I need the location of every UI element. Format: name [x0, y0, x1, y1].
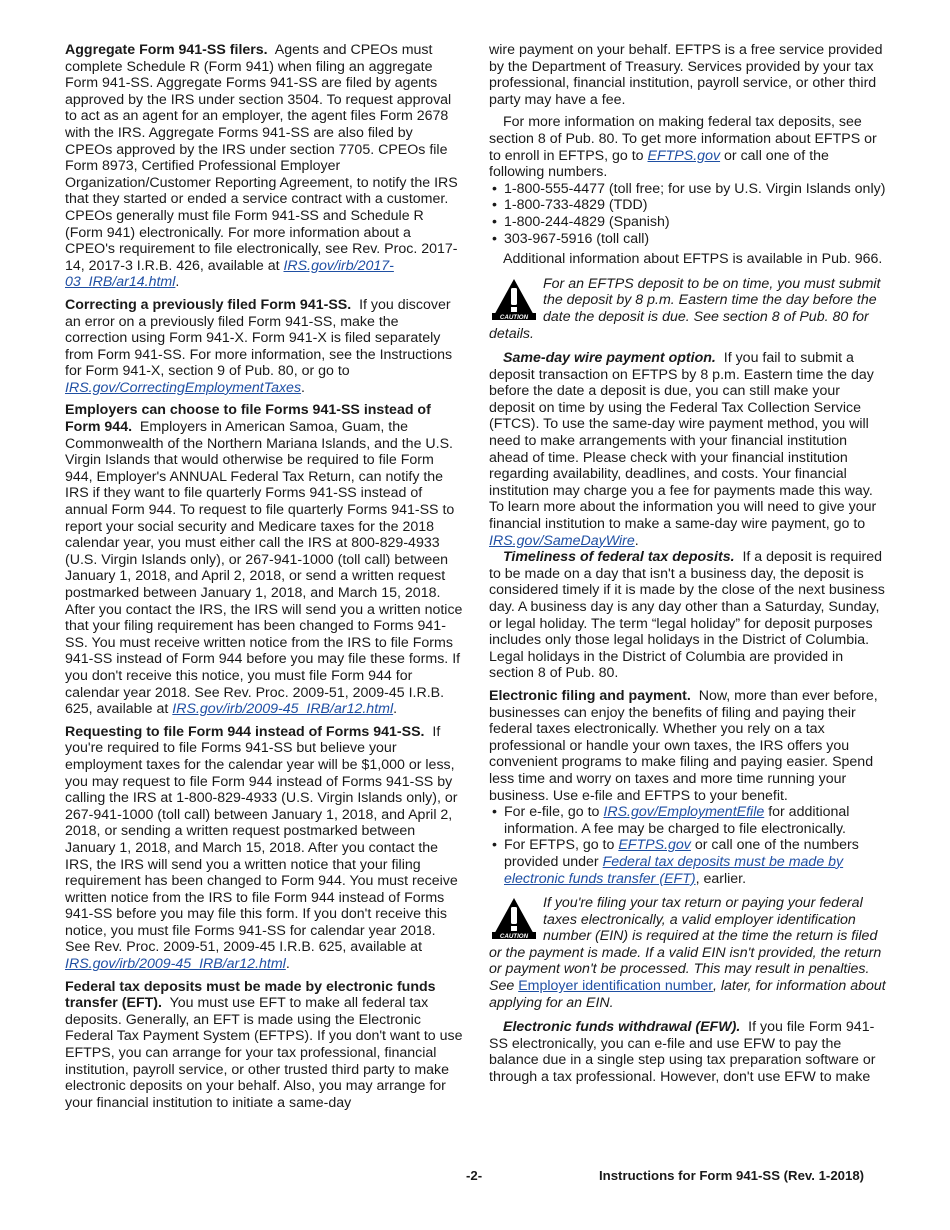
- correcting-paragraph: Correcting a previously filed Form 941-SS. If you discover an error on a previously filed Form 941-SS, make the correction using Form 941-X. Form 941-X is filed separately from Form 941-SS. For more information, see the Instructions for Form 941-X, section 9 of Pub. 80, or go to IRS.gov/CorrectingEmploymentTaxes.: [65, 296, 453, 396]
- choose-941ss-heading: Employers can choose to file Forms 941-SS instead of Form 944.: [65, 402, 431, 436]
- caution-note-eftps: [489, 276, 887, 342]
- electronic-filing-paragraph: Electronic filing and payment. Now, more than ever before, businesses can enjoy the benefits of filing and paying their federal taxes electronically. Whether you rely on a tax professional or handle your own taxes, the IRS offers you convenient programs to make filing and paying easier. Spend less time and worry on taxes and more time running your business. Use e-file and EFTPS to your benefit.: [489, 687, 878, 804]
- timeliness-heading: Timeliness of federal tax deposits.: [503, 549, 735, 566]
- svg-text:CAUTION: CAUTION: [499, 313, 529, 320]
- ein-link[interactable]: Employer identification number: [518, 978, 713, 995]
- list-item: • 303-967-5916 (toll call): [489, 231, 887, 248]
- aggregate-filers-heading: Aggregate Form 941-SS filers.: [65, 42, 268, 58]
- irb-2009-45-link-2[interactable]: IRS.gov/irb/2009-45_IRB/ar12.html: [65, 956, 286, 973]
- left-column: [65, 42, 463, 1111]
- list-item: • For e-file, go to IRS.gov/EmploymentEfile for additional information. A fee may be charged to file electronically.: [489, 804, 887, 837]
- footer-title: Instructions for Form 941-SS (Rev. 1-2018): [599, 1168, 865, 1183]
- efile-list: [489, 804, 887, 887]
- efw-paragraph: Electronic funds withdrawal (EFW). If you file Form 941-SS electronically, you can e-file and use EFW to pay the balance due in a single step using tax preparation software or through a tax professional. However, don't use EFW to make: [489, 1019, 876, 1086]
- page-number: -2-: [466, 1168, 483, 1183]
- svg-text:CAUTION: CAUTION: [499, 933, 529, 940]
- timeliness-paragraph: Timeliness of federal tax deposits. If a deposit is required to be made on a day that isn't a business day, the deposit is considered timely if it is made by the close of the next business day. A business day is any day other than a Saturday, Sunday, or legal holiday. The term “legal holiday” for deposit purposes includes only those legal holidays in the District of Columbia. Legal holidays in the District of Columbia are provided in section 8 of Pub. 80.: [489, 549, 885, 682]
- irb-2009-45-link[interactable]: IRS.gov/irb/2009-45_IRB/ar12.html: [172, 701, 394, 718]
- eftps-link-2[interactable]: EFTPS.gov: [618, 837, 691, 854]
- wire-payment-paragraph: wire payment on your behalf. EFTPS is a free service provided by the Department of Treasury. Services provided by your tax professional, financial institution, payroll service, or other third party may have a fee.: [489, 42, 883, 108]
- eftps-pub-paragraph: Additional information about EFTPS is available in Pub. 966.: [503, 251, 883, 268]
- eft-paragraph: Federal tax deposits must be made by electronic funds transfer (EFT). You must use EFT to make all federal tax deposits. Generally, an EFT is made using the Electronic Federal Tax Payment System (EFTPS). If you don't want to use EFTPS, you can arrange for your tax professional, financial institution, payroll service, or other trusted third party to make electronic deposits on your behalf. Also, you may arrange for your financial institution to initiate a same-day: [65, 978, 463, 1111]
- same-day-wire-heading: Same-day wire payment option.: [503, 350, 716, 367]
- right-column: [489, 42, 887, 1086]
- irb-2017-03-link[interactable]: IRS.gov/irb/2017-03_IRB/ar14.html: [65, 257, 394, 291]
- choose-941ss-paragraph: Employers can choose to file Forms 941-SS instead of Form 944. Employers in American Samoa, Guam, the Commonwealth of the Northern Mariana Islands, and the U.S. Virgin Islands that would otherwise be required to file Form 944, Employer's ANNUAL Federal Tax Return, can notify the IRS if they want to file quarterly Forms 941-SS instead of annual Form 944. To request to file quarterly Forms 941-SS to report your social security and Medicare taxes for the 2018 calendar year, you must either call the IRS at 800-829-4933 (U.S. Virgin Islands only), or 267-941-1000 (toll call) between January 1, 2018, and April 2, 2018, or send a written request postmarked between January 1, 2018, and March 15, 2018. After you contact the IRS, the IRS will send you a written notice that your filing requirement has been changed to Forms 941-SS. You must receive written notice from the IRS to file Forms 941-SS instead of Form 944 before you may file these forms. If you don't receive this notice, you must file Form 944 for calendar year 2018. See Rev. Proc. 2009-51, 2009-45 I.R.B. 625, available at IRS.gov/irb/2009-45_IRB/ar12.html.: [65, 402, 463, 718]
- eft-section-link[interactable]: Federal tax deposits must be made by electronic funds transfer (EFT): [504, 853, 844, 887]
- caution-icon: [491, 897, 537, 939]
- caution-icon: [491, 278, 537, 320]
- list-item: • For EFTPS, go to EFTPS.gov or call one of the numbers provided under Federal tax deposits must be made by electronic funds transfer (EFT), earlier.: [489, 837, 887, 887]
- request-944-paragraph: Requesting to file Form 944 instead of Forms 941-SS. If you're required to file Forms 941-SS but believe your employment taxes for the calendar year will be $1,000 or less, you may request to file Form 944 instead of Forms 941-SS by calling the IRS at 1-800-829-4933 (U.S. Virgin Islands only), or 267-941-1000 (toll call) between January 1, 2018, and April 2, 2018, or sending a written request postmarked between January 1, 2018, and March 15, 2018. After you contact the IRS, the IRS will send you a written notice that your filing requirement has been changed to Form 944. You must receive written notice from the IRS to file Form 944 instead of Forms 941-SS before you may file this form. If you don't receive this notice, you must file Forms 941-SS for calendar year 2018. See Rev. Proc. 2009-51, 2009-45 I.R.B. 625, available at IRS.gov/irb/2009-45_IRB/ar12.html.: [65, 723, 458, 973]
- same-day-wire-paragraph: Same-day wire payment option. If you fail to submit a deposit transaction on EFTPS by 8 p.m. Eastern time the day before the date a deposit is due, you can still make your deposit on time by using the Federal Tax Collection Service (FTCS). To use the same-day wire payment method, you will need to make arrangements with your financial institution ahead of time. Please check with your financial institution regarding availability, deadlines, and costs. Your financial institution may charge you a fee for payments made this way. To learn more about the information you will need to give your financial institution to make a same-day wire payment, go to IRS.gov/SameDayWire.: [489, 350, 877, 549]
- electronic-filing-heading: Electronic filing and payment.: [489, 687, 691, 704]
- same-day-wire-link[interactable]: IRS.gov/SameDayWire: [489, 532, 635, 549]
- caution-text: For an EFTPS deposit to be on time, you must submit the deposit by 8 p.m. Eastern time the day before the date the deposit is due. See section 8 of Pub. 80 for details.: [489, 275, 881, 342]
- list-item: • 1-800-733-4829 (TDD): [489, 197, 887, 214]
- aggregate-filers-paragraph: Aggregate Form 941-SS filers. Agents and CPEOs must complete Schedule R (Form 941) when filing an aggregate Form 941-SS. Aggregate Forms 941-SS are filed by agents approved by the IRS under section 3504. To request approval to act as an agent for an employer, the agent files Form 2678 with the IRS. Aggregate Forms 941-SS are also filed by CPEOs approved by the IRS under section 7705. CPEOs file Form 8973, Certified Professional Employer Organization/Customer Reporting Agreement, to notify the IRS that they started or ended a service contract with a customer. CPEOs generally must file Form 941-SS and Schedule R (Form 941) electronically. For more information about a CPEO's requirement to file electronically, see Rev. Proc. 2017-14, 2017-3 I.R.B. 426, available at IRS.gov/irb/2017-03_IRB/ar14.html.: [65, 42, 458, 291]
- list-item: • 1-800-555-4477 (toll free; for use by U.S. Virgin Islands only): [489, 181, 887, 198]
- eftps-info-paragraph: For more information on making federal tax deposits, see section 8 of Pub. 80. To get more information about EFTPS or to enroll in EFTPS, go to EFTPS.gov or call one of the following numbers.: [489, 114, 877, 181]
- phone-list: [489, 181, 887, 247]
- correcting-heading: Correcting a previously filed Form 941-SS.: [65, 296, 352, 313]
- efw-heading: Electronic funds withdrawal (EFW).: [503, 1019, 741, 1036]
- employment-efile-link[interactable]: IRS.gov/EmploymentEfile: [603, 804, 765, 821]
- list-item: • 1-800-244-4829 (Spanish): [489, 214, 887, 231]
- correcting-employment-taxes-link[interactable]: IRS.gov/CorrectingEmploymentTaxes: [65, 379, 302, 396]
- eftps-link[interactable]: EFTPS.gov: [647, 147, 721, 164]
- caution-note-ein: CAUTION If you're filing your tax return or paying your federal taxes electronically, a valid employer identification number (EIN) is required at the time the return is filed or the payment is made. If a valid EIN isn't provided, the return or payment won't be processed. This may result in penalties. See Employer identification number, later, for information about applying for an EIN.: [489, 895, 886, 1011]
- eft-heading: Federal tax deposits must be made by electronic funds transfer (EFT).: [65, 978, 436, 1012]
- request-944-heading: Requesting to file Form 944 instead of Forms 941-SS.: [65, 723, 425, 740]
